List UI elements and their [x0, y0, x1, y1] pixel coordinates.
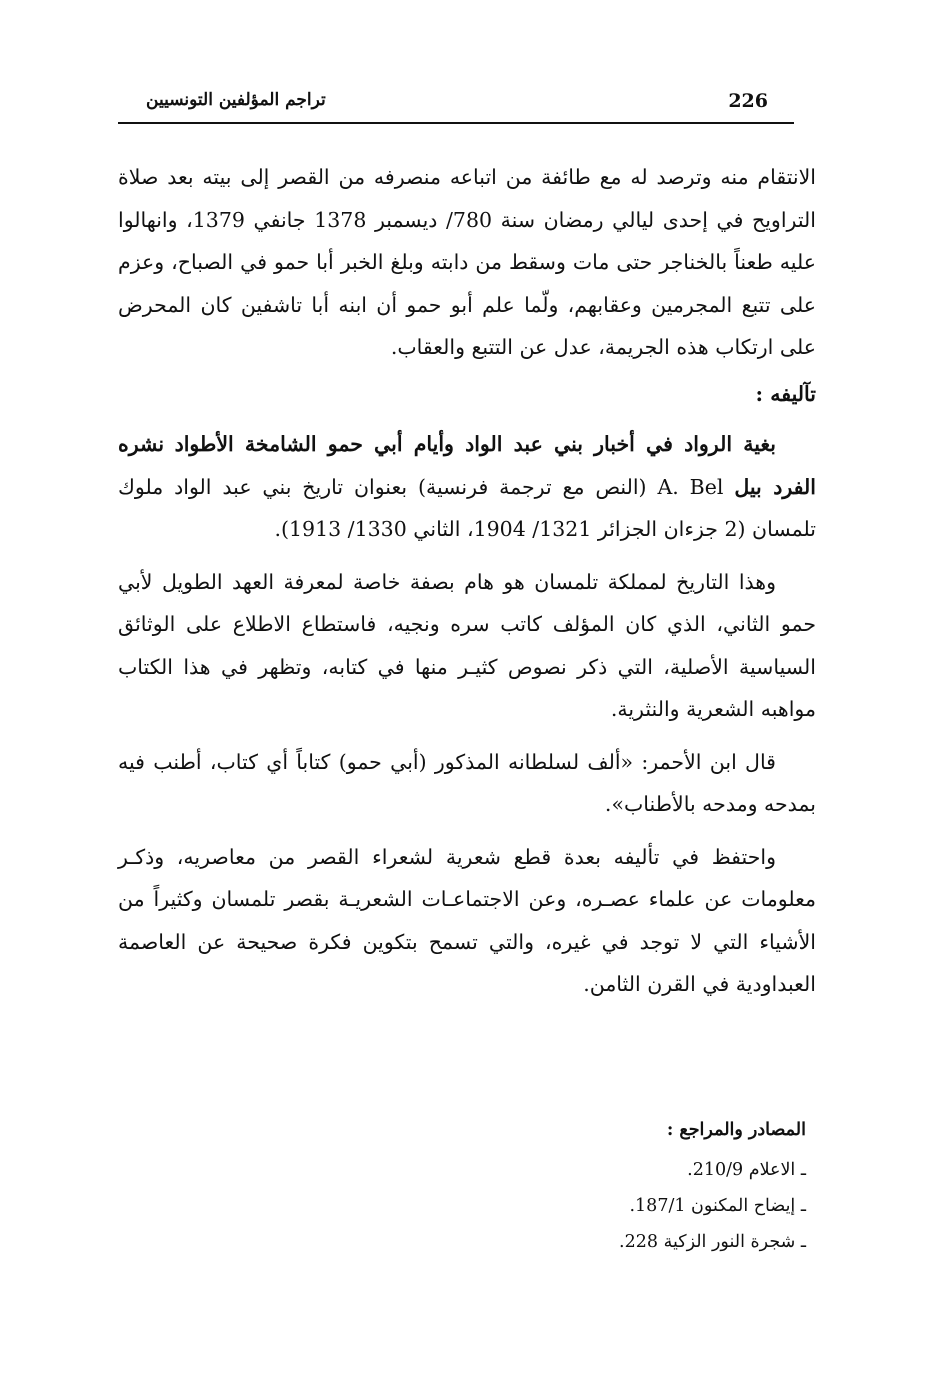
paragraph-assassination: الانتقام منه وترصد له مع طائفة من اتباعه منصرفه من القصر إلى بيته بعد صلاة التراويح في إحدى ليالي رمضان سنة 780/ ديسمبر 1378 جانفي 1379، وانهالوا عليه طعناً بالخناجر حتى مات وسقط من دابته وبلغ الخبر أبا حمو في الصباح، وعزم على تتبع المجرمين وعقابهم، ولّما علم أبو حمو أن ابنه أبا تاشفين كان المحرض على ارتكاب هذه الجريمة، عدل عن التتبع والعقاب.	[118, 165, 816, 359]
reference-item: ـ شجرة النور الزكية 228.	[619, 1232, 806, 1252]
references-section	[500, 1112, 806, 1260]
paragraph-history-importance: وهذا التاريخ لمملكة تلمسان هو هام بصفة خاصة لمعرفة العهد الطويل لأبي حمو الثاني، الذي كان المؤلف كاتب سره ونجيه، فاستطاع الاطلاع على الوثائق السياسية الأصلية، التي ذكر نصوص كثيـر منها في كتابه، وتظهر في هذا الكتاب مواهبه الشعرية والنثرية.	[118, 569, 816, 721]
page-header	[118, 84, 794, 124]
editor-latin-name: A. Bel	[657, 474, 724, 499]
book-title: بغية الرواد في أخبار بني عبد الواد وأيام أبي حمو الشامخة الأطواد	[174, 432, 776, 456]
editor-name: نشره الفرد بيل	[118, 432, 816, 499]
running-title: تراجم المؤلفين التونسيين	[146, 90, 326, 110]
reference-item: ـ الاعلام 210/9.	[687, 1160, 806, 1180]
main-text	[118, 156, 816, 1006]
reference-item: ـ إيضاح المكنون 187/1.	[629, 1196, 806, 1216]
book-edition-details: (النص مع ترجمة فرنسية) بعنوان تاريخ بني عبد الواد ملوك تلمسان (2 جزءان الجزائر 1321/ 1904، الثاني 1330/ 1913).	[118, 474, 816, 541]
page-number: 226	[728, 90, 768, 112]
section-heading-works: تآليفه :	[755, 381, 816, 406]
paragraph-poetry-preserved: واحتفظ في تأليفه بعدة قطع شعرية لشعراء القصر من معاصريه، وذكـر معلومات عن علماء عصـره، وعن الاجتماعـات الشعريـة بقصر تلمسان وكثيراً من الأشياء التي لا توجد في غيره، والتي تسمح بتكوين فكرة صحيحة عن العاصمة العبداودية في القرن الثامن.	[118, 844, 816, 996]
references-title: المصادر والمراجع :	[666, 1120, 806, 1140]
paragraph-book-entry	[118, 423, 816, 551]
paragraph-ibn-al-ahmar-quote: قال ابن الأحمر: «ألف لسلطانه المذكور (أبي حمو) كتاباً أي كتاب، أطنب فيه بمدحه ومدحه بالأطناب».	[118, 749, 816, 816]
